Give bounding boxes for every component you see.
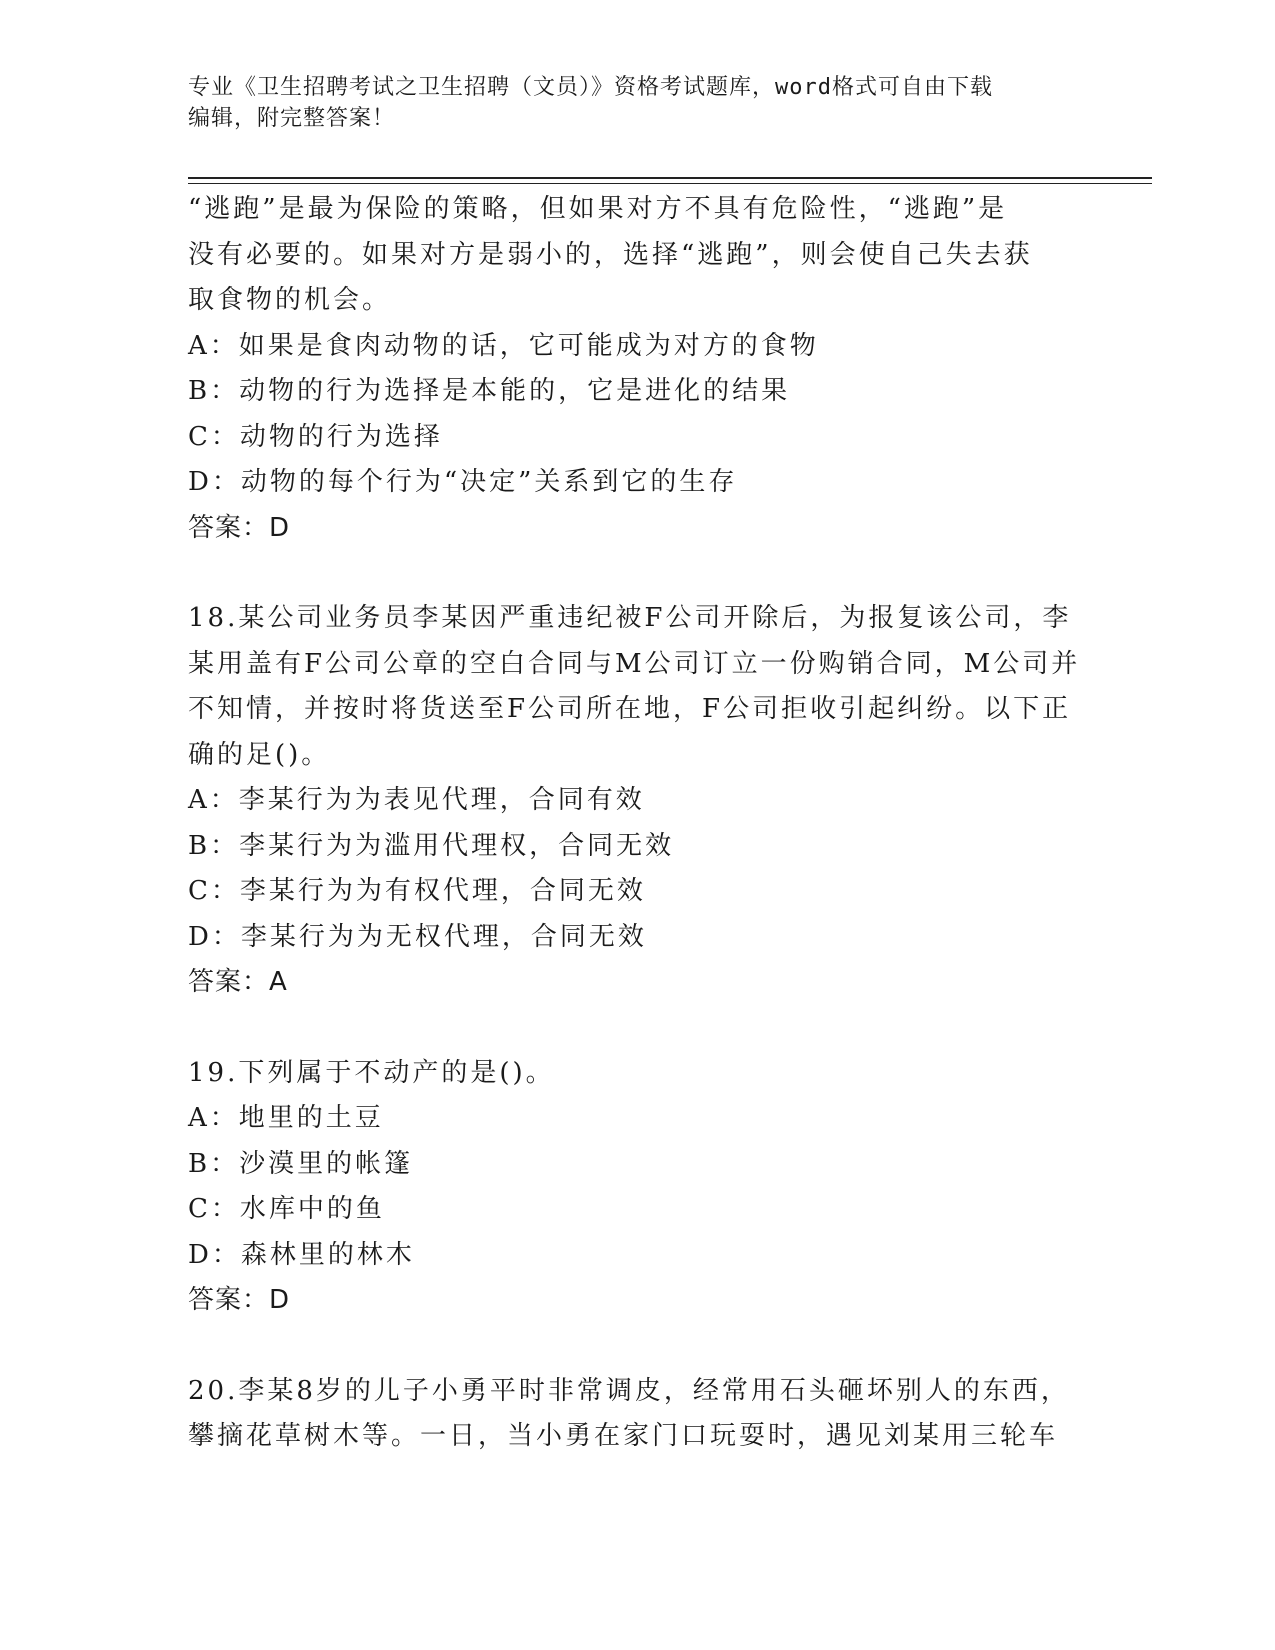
question-19-option-a: A：地里的土豆 [188,1103,384,1133]
question-20-stem-line: 攀摘花草树木等。一日，当小勇在家门口玩耍时，遇见刘某用三轮车 [188,1421,1059,1451]
question-17 [188,187,1088,551]
question-18-option-b: B：李某行为为滥用代理权，合同无效 [188,830,675,861]
spacer [188,1324,1088,1369]
question-18 [188,596,1088,1006]
question-20-stem-line: 20.李某8岁的儿子小勇平时非常调皮，经常用石头砸坏别人的东西， [188,1375,1070,1406]
document-header [188,72,1088,134]
question-17-option-c: C：动物的行为选择 [188,421,443,452]
question-18-stem-line: 18.某公司业务员李某因严重违纪被F公司开除后，为报复该公司，李 [188,603,1072,633]
question-19 [188,1051,1088,1324]
question-17-stem-line: “逃跑”是最为保险的策略，但如果对方不具有危险性，“逃跑”是 [188,194,1008,224]
spacer [188,1006,1088,1051]
question-19-option-d: D：森林里的林木 [188,1239,415,1270]
header-line-1: 专业《卫生招聘考试之卫生招聘（文员）》资格考试题库，word格式可自由下载 [188,75,993,100]
question-19-answer: 答案：D [188,1285,291,1315]
spacer [188,551,1088,596]
question-18-option-a: A：李某行为为表见代理，合同有效 [188,785,645,815]
question-17-answer: 答案：D [188,512,291,543]
question-17-stem-line: 没有必要的。如果对方是弱小的，选择“逃跑”，则会使自己失去获 [188,239,1033,270]
question-19-stem-line: 19.下列属于不动产的是()。 [188,1057,555,1088]
question-17-option-d: D：动物的每个行为“决定”关系到它的生存 [188,467,738,497]
question-17-option-a: A：如果是食肉动物的话，它可能成为对方的食物 [188,330,819,361]
question-18-stem-line: 不知情，并按时将货送至F公司所在地，F公司拒收引起纠纷。以下正 [188,694,1072,724]
question-18-stem-line: 确的足()。 [188,739,331,770]
header-divider-thick [188,177,1152,179]
question-18-answer: 答案：A [188,967,288,997]
question-19-option-b: B：沙漠里的帐篷 [188,1148,414,1179]
question-18-option-c: C：李某行为为有权代理，合同无效 [188,876,646,906]
question-18-stem-line: 某用盖有F公司公章的空白合同与M公司订立一份购销合同，M公司并 [188,648,1081,679]
question-19-option-c: C：水库中的鱼 [188,1194,385,1224]
question-20 [188,1369,1088,1460]
question-17-option-b: B：动物的行为选择是本能的，它是进化的结果 [188,376,791,406]
question-content [188,187,1088,1460]
question-17-stem-line: 取食物的机会。 [188,285,392,315]
question-18-option-d: D：李某行为为无权代理，合同无效 [188,921,647,952]
header-line-2: 编辑，附完整答案！ [188,106,396,131]
header-divider-thin [188,183,1152,184]
